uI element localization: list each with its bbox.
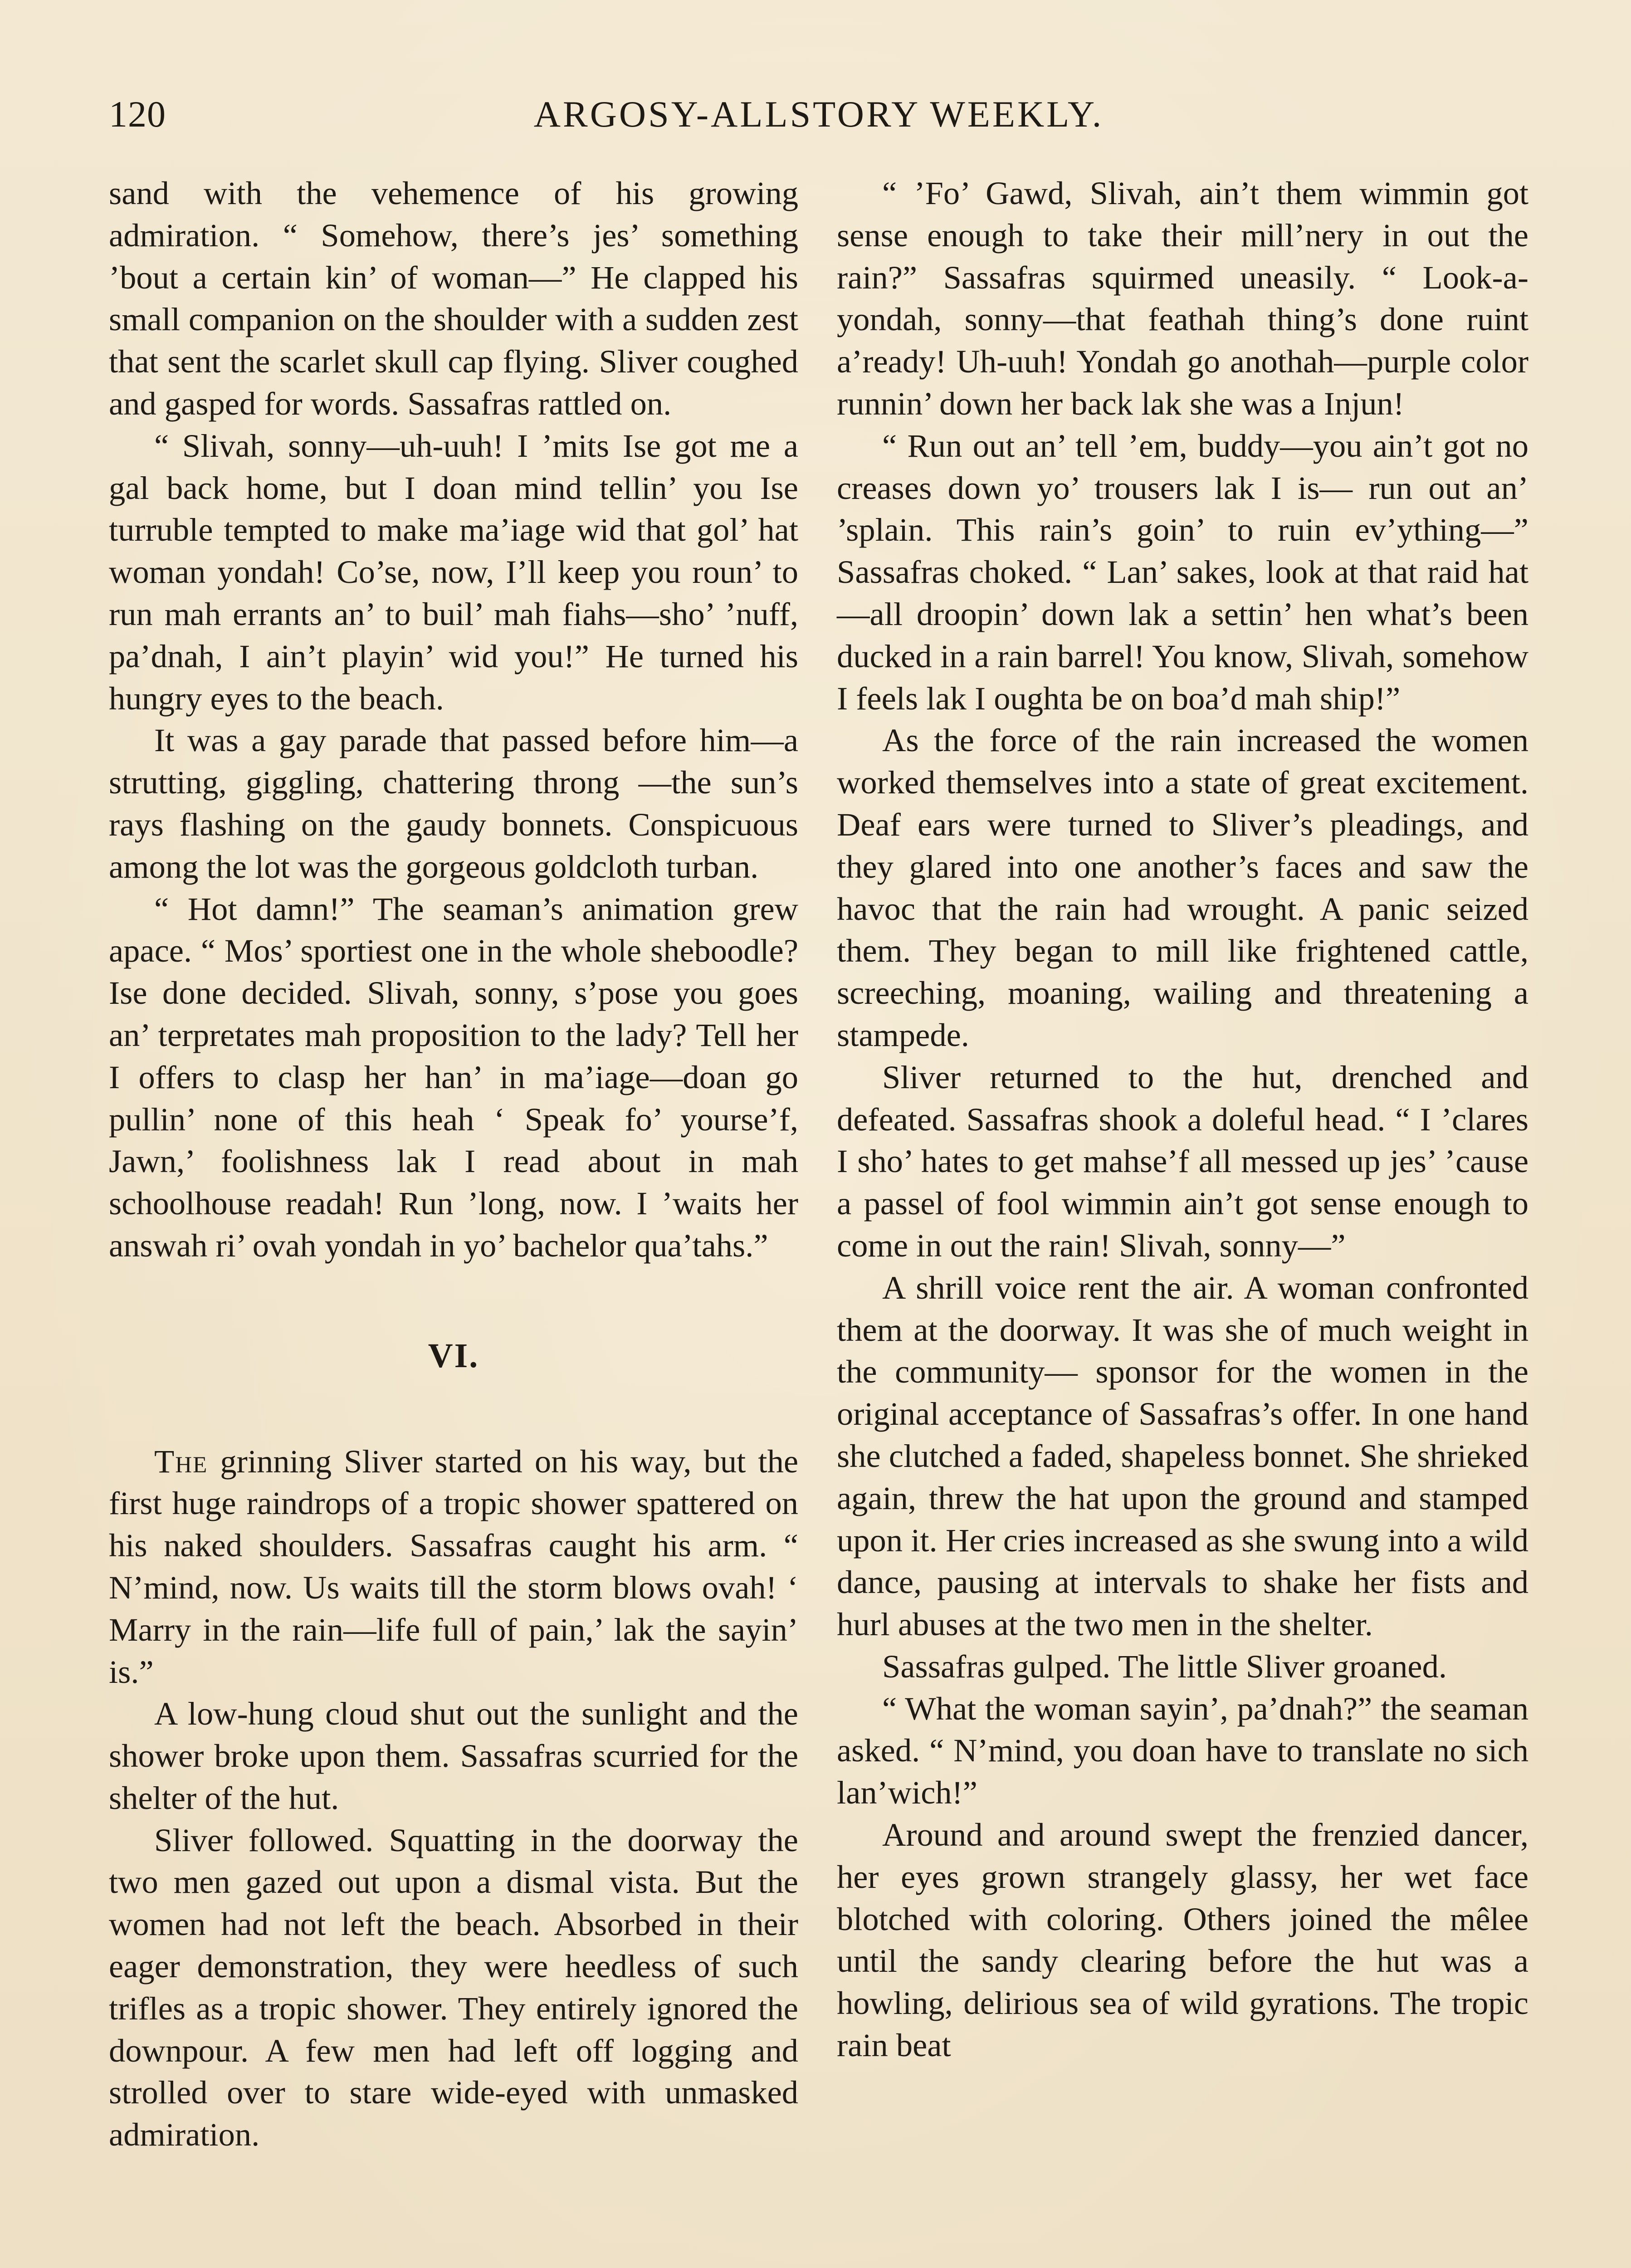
section-heading: VI. xyxy=(428,1336,479,1375)
paragraph: “ Run out an’ tell ’em, buddy—you ain’t got no creases down yo’ trousers lak I is— run out an’ ’splain. This rain’s goin’ to ruin ev’ything—” Sassafras choked. “ Lan’ sakes, look at that raid hat—all droopin’ down lak a settin’ hen what’s been ducked in a rain barrel! You know, Slivah, somehow I feels lak I oughta be on boa’d mah ship!” xyxy=(837,427,1528,717)
paragraph: sand with the vehemence of his growing admiration. “ Somehow, there’s jes’ something ’bout a certain kin’ of woman—” He clapped his small companion on the shoulder with a sudden zest that sent the scarlet skull cap flying. Sliver coughed and gasped for words. Sassafras rattled on. xyxy=(109,175,798,422)
paragraph: A low-hung cloud shut out the sunlight and the shower broke upon them. Sassafras scurried for the shelter of the hut. xyxy=(109,1695,798,1816)
paragraph: As the force of the rain increased the women worked themselves into a state of great excitement. Deaf ears were turned to Sliver’s pleadings, and they glared into one another’s faces and saw the havoc that the rain had wrought. A panic seized them. They began to mill like frightened cattle, screeching, moaning, wailing and threatening a stampede. xyxy=(837,722,1528,1053)
paragraph: Sliver followed. Squatting in the doorway the two men gazed out upon a dismal vista. But the women had not left the beach. Absorbed in their eager demonstration, they were heedless of such trifles as a tropic shower. They entirely ignored the downpour. A few men had left off logging and strolled over to stare wide-eyed with unmasked admiration. xyxy=(109,1821,798,2153)
paragraph: “ ’Fo’ Gawd, Slivah, ain’t them wimmin got sense enough to take their mill’nery in out the rain?” Sassafras squirmed uneasily. “ Look-a-yondah, sonny—that feathah thing’s done ruint a’ready! Uh-uuh! Yondah go anothah—purple color runnin’ down her back lak she was a Injun! xyxy=(837,175,1528,422)
paragraph: Sliver returned to the hut, drenched and defeated. Sassafras shook a doleful head. “ I ’clares I sho’ hates to get mahse’f all messed up jes’ ’cause a passel of fool wimmin ain’t got sense enough to come in out the rain! Slivah, sonny—” xyxy=(837,1058,1528,1264)
paragraph: “ Hot damn!” The seaman’s animation grew apace. “ Mos’ sportiest one in the whole sheboodle? Ise done decided. Slivah, sonny, s’pose you goes an’ terpretates mah proposition to the lady? Tell her I offers to clasp her han’ in ma’iage—doan go pullin’ none of this heah ‘ Speak fo’ yourse’f, Jawn,’ foolishness lak I read about in mah schoolhouse readah! Run ’long, now. I ’waits her answah ri’ ovah yondah in yo’ bachelor qua’tahs.” xyxy=(109,890,798,1264)
page-header xyxy=(109,93,1528,143)
paragraph: A shrill voice rent the air. A woman confronted them at the doorway. It was she of much weight in the community— sponsor for the women in the original acceptance of Sassafras’s offer. In one hand she clutched a faded, shapeless bonnet. She shrieked again, threw the hat upon the ground and stamped upon it. Her cries increased as she swung into a wild dance, pausing at intervals to shake her fists and hurl abuses at the two men in the shelter. xyxy=(837,1269,1528,1643)
paragraph: “ Slivah, sonny—uh-uuh! I ’mits Ise got me a gal back home, but I doan mind tellin’ you Ise turruble tempted to make ma’iage wid that gol’ hat woman yondah! Co’se, now, I’ll keep you roun’ to run mah errants an’ to buil’ mah fiahs—sho’ ’nuff, pa’dnah, I ain’t playin’ wid you!” He turned his hungry eyes to the beach. xyxy=(109,427,798,717)
opening-word: The xyxy=(154,1442,208,1480)
paragraph: It was a gay parade that passed before him—a strutting, giggling, chattering throng —the sun’s rays flashing on the gaudy bonnets. Conspicuous among the lot was the gorgeous goldcloth turban. xyxy=(109,722,798,885)
left-column xyxy=(109,172,798,2156)
opening-text: grinning Sliver started on his way, but the first huge raindrops of a tropic shower spattered on his naked shoulders. Sassafras caught his arm. “ N’mind, now. Us waits till the storm blows ovah! ‘ Marry in the rain—life full of pain,’ lak the sayin’ is.” xyxy=(109,1442,798,1690)
paragraph: Sassafras gulped. The little Sliver groaned. xyxy=(882,1647,1447,1685)
page-number: 120 xyxy=(109,93,166,135)
right-column xyxy=(837,172,1528,2067)
paragraph: Around and around swept the frenzied dancer, her eyes grown strangely glassy, her wet face blotched with coloring. Others joined the mêlee until the sandy clearing before the hut was a howling, delirious sea of wild gyrations. The tropic rain beat xyxy=(837,1816,1528,2064)
paragraph: “ What the woman sayin’, pa’dnah?” the seaman asked. “ N’mind, you doan have to translate no sich lan’wich!” xyxy=(837,1690,1528,1811)
running-head: ARGOSY-ALLSTORY WEEKLY. xyxy=(533,93,1104,135)
section-opening-paragraph xyxy=(109,1441,798,1693)
